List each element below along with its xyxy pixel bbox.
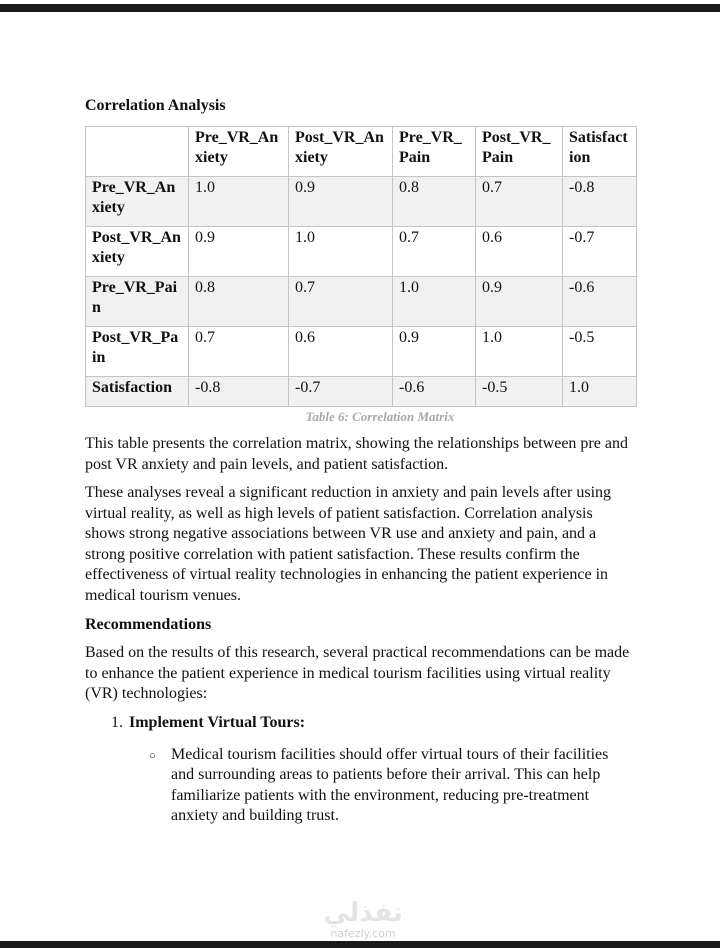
table-cell: 1.0	[393, 277, 476, 327]
table-cell: 0.7	[189, 327, 289, 377]
table-cell: 0.7	[476, 177, 563, 227]
watermark-logo	[318, 898, 408, 940]
recommendation-bullet	[149, 745, 635, 827]
table-cell: -0.7	[289, 377, 393, 407]
table-cell: 0.7	[289, 277, 393, 327]
table-header-cell: Pre_VR_Anxiety	[189, 127, 289, 177]
recommendations-intro: Based on the results of this research, several practical recommendations can be made to enhance the patient experience in medical tourism facilities using virtual reality (VR) technologies:	[85, 644, 630, 702]
recommendations-list	[85, 713, 635, 827]
table-header-cell: Post_VR_Anxiety	[289, 127, 393, 177]
top-frame-bar	[0, 4, 720, 12]
bottom-frame-bar	[0, 941, 720, 948]
table-row	[86, 227, 637, 277]
row-label: Pre_VR_Pain	[86, 277, 189, 327]
correlation-matrix-table	[85, 126, 637, 407]
table-cell: -0.8	[563, 177, 637, 227]
table-cell: 1.0	[289, 227, 393, 277]
table-cell: 1.0	[189, 177, 289, 227]
hollow-circle-bullet-icon: ○	[149, 749, 156, 762]
recommendation-item	[127, 713, 635, 827]
table-cell: 0.7	[393, 227, 476, 277]
table-cell: -0.6	[563, 277, 637, 327]
table-cell: -0.5	[563, 327, 637, 377]
table-header-cell: Satisfaction	[563, 127, 637, 177]
table-header-cell: Pre_VR_Pain	[393, 127, 476, 177]
table-caption: Table 6: Correlation Matrix	[305, 409, 455, 424]
table-cell: 0.6	[476, 227, 563, 277]
table-cell: 0.8	[189, 277, 289, 327]
table-row	[86, 177, 637, 227]
recommendations-heading: Recommendations	[85, 616, 212, 633]
table-cell: -0.8	[189, 377, 289, 407]
table-row	[86, 377, 637, 407]
table-cell: 1.0	[476, 327, 563, 377]
row-label: Post_VR_Anxiety	[86, 227, 189, 277]
table-cell: 0.9	[189, 227, 289, 277]
recommendation-bullets	[129, 745, 635, 827]
analysis-summary-paragraph: These analyses reveal a significant reduction in anxiety and pain levels after using virtual reality, as well as high levels of patient satisfaction. Correlation analysis shows strong negative associations between VR use and anxiety and pain, and a strong positive correlation with patient satisfaction. These results confirm the effectiveness of virtual reality technologies in enhancing the patient experience in medical tourism venues.	[85, 484, 612, 604]
table-cell: 0.9	[393, 327, 476, 377]
table-cell: 0.9	[476, 277, 563, 327]
row-label: Pre_VR_Anxiety	[86, 177, 189, 227]
table-cell: 1.0	[563, 377, 637, 407]
watermark-url-text: nafezly.com	[330, 927, 396, 940]
table-description-paragraph: This table presents the correlation matrix, showing the relationships between pre and post VR anxiety and pain levels, and patient satisfaction.	[85, 435, 628, 473]
table-cell: 0.8	[393, 177, 476, 227]
row-label: Post_VR_Pain	[86, 327, 189, 377]
recommendation-title: Implement Virtual Tours:	[129, 713, 306, 731]
table-row	[86, 277, 637, 327]
table-cell: 0.9	[289, 177, 393, 227]
section-heading: Correlation Analysis	[85, 97, 226, 114]
document-page	[85, 96, 635, 827]
watermark-arabic-text: نفذلي	[323, 898, 403, 928]
bullet-text: Medical tourism facilities should offer virtual tours of their facilities and surrounding areas to patients before their arrival. This can help familiarize patients with the environment, reducing pre-treatment anxiety and building trust.	[171, 745, 609, 824]
row-label: Satisfaction	[86, 377, 189, 407]
table-cell: -0.5	[476, 377, 563, 407]
table-row	[86, 327, 637, 377]
table-cell: -0.6	[393, 377, 476, 407]
table-header-row	[86, 127, 637, 177]
table-cell: -0.7	[563, 227, 637, 277]
table-header-cell	[86, 127, 189, 177]
table-cell: 0.6	[289, 327, 393, 377]
table-header-cell: Post_VR_Pain	[476, 127, 563, 177]
